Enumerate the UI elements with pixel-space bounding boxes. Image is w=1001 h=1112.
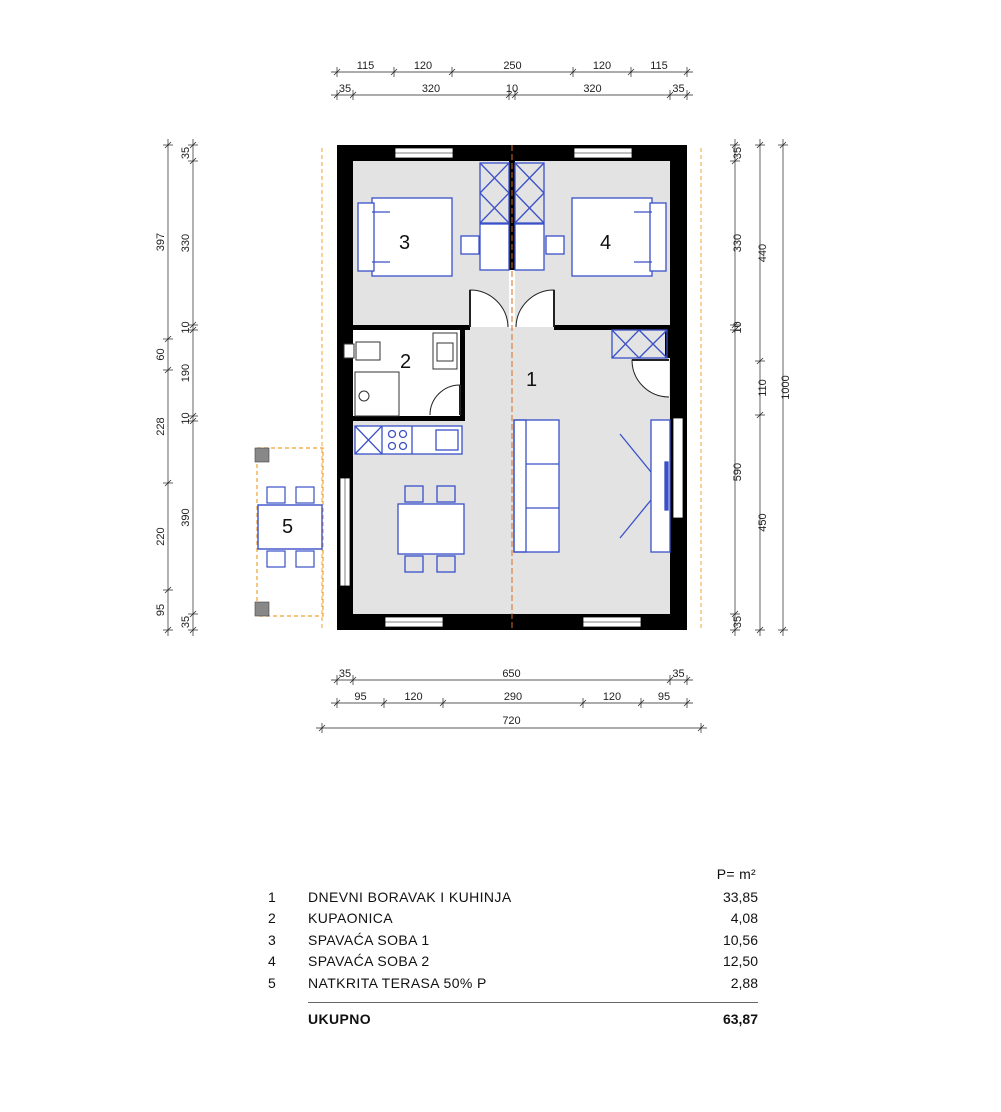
dimension-label: 115 <box>650 60 668 72</box>
legend-area: 4,08 <box>730 910 758 927</box>
room-label-2: 2 <box>400 351 412 373</box>
legend-total-value: 63,87 <box>722 1010 758 1027</box>
legend-area: 10,56 <box>722 931 758 948</box>
dimension-label: 320 <box>583 83 602 95</box>
toilet <box>356 342 380 360</box>
legend-name: KUPAONICA <box>308 910 394 927</box>
dimension-label: 120 <box>592 60 612 72</box>
legend-num: 4 <box>268 953 276 970</box>
dimension-label: 290 <box>503 691 523 703</box>
dimension-label: 60 <box>155 348 167 361</box>
legend-rows <box>268 886 758 994</box>
legend-row <box>268 929 758 951</box>
dimension-label: 35 <box>180 146 192 160</box>
bed-3-pillow <box>358 203 374 271</box>
dimension-label: 440 <box>757 243 769 263</box>
dimension-label: 330 <box>180 233 192 253</box>
dimension-label: 320 <box>421 83 441 95</box>
dimension-label: 10 <box>180 412 192 425</box>
terrace-post-top <box>255 448 269 462</box>
wall-bath-bottom <box>353 416 465 421</box>
wall-bedroom-bottom-left <box>353 325 470 330</box>
dimension-label: 35 <box>672 83 685 95</box>
bath-sink-inner <box>437 343 453 361</box>
dimension-label: 35 <box>732 615 744 629</box>
room-label-1: 1 <box>526 369 538 391</box>
dimension-label: 1000 <box>780 375 792 400</box>
wall-bedroom-bottom-right <box>554 325 670 330</box>
legend-unit: P= m² <box>716 866 756 882</box>
dimension-label: 450 <box>757 513 769 532</box>
bed-3 <box>372 198 452 276</box>
wall-right <box>670 145 687 630</box>
dimension-label: 10 <box>180 321 192 334</box>
dimension-label: 35 <box>732 146 744 160</box>
dimension-label: 10 <box>505 83 519 95</box>
legend-area: 2,88 <box>730 974 758 991</box>
dimension-label: 250 <box>503 60 522 72</box>
legend-total-label: UKUPNO <box>308 1010 372 1027</box>
chair-left <box>461 236 479 254</box>
dimension-label: 220 <box>155 527 167 546</box>
dimension-label: 115 <box>356 60 375 72</box>
legend-area: 12,50 <box>722 953 758 970</box>
dimension-label: 95 <box>354 691 367 703</box>
wall-bath-right-top <box>460 330 465 378</box>
terrace-chair <box>296 487 314 503</box>
legend-row <box>268 886 758 908</box>
dimension-label: 35 <box>180 615 192 629</box>
dimension-label: 95 <box>657 691 671 703</box>
dimension-label: 35 <box>338 83 352 95</box>
area-legend <box>268 866 758 1027</box>
dimension-label: 120 <box>413 60 433 72</box>
legend-num: 5 <box>268 974 276 991</box>
dimension-label: 10 <box>732 321 744 334</box>
legend-name: DNEVNI BORAVAK I KUHINJA <box>308 888 512 905</box>
legend-num: 3 <box>268 931 276 948</box>
legend-area: 33,85 <box>722 888 758 905</box>
desk-left <box>480 224 509 270</box>
room-label-5: 5 <box>282 516 294 538</box>
toilet-tank <box>344 344 354 358</box>
legend-name: SPAVAĆA SOBA 2 <box>308 953 430 970</box>
legend-divider <box>308 1002 758 1003</box>
terrace-chair <box>267 551 285 567</box>
desk-right <box>515 224 544 270</box>
dimension-label: 120 <box>404 691 423 703</box>
dining-table <box>398 504 464 554</box>
dimension-label: 650 <box>502 668 521 680</box>
dimension-label: 190 <box>180 363 192 383</box>
legend-total-row <box>268 1011 758 1027</box>
bed-4 <box>572 198 652 276</box>
dimension-label: 35 <box>672 668 685 680</box>
dimension-label: 397 <box>155 232 167 252</box>
terrace-chair <box>296 551 314 567</box>
room-label-3: 3 <box>399 232 411 254</box>
dimension-label: 590 <box>732 462 744 482</box>
sofa <box>514 420 559 552</box>
dimension-label: 35 <box>338 668 352 680</box>
dimension-label: 228 <box>155 417 167 436</box>
legend-row <box>268 972 758 994</box>
tv <box>665 462 668 510</box>
dimension-label: 720 <box>502 715 521 727</box>
bed-4-pillow <box>650 203 666 271</box>
shower-drain <box>359 391 369 401</box>
dimension-label: 390 <box>180 508 192 527</box>
window-right-slot <box>673 418 683 518</box>
dimension-label: 330 <box>732 233 744 253</box>
dimension-label: 110 <box>757 379 769 397</box>
legend-num: 2 <box>268 910 276 927</box>
dimension-label: 95 <box>155 603 167 617</box>
legend-num: 1 <box>268 888 276 905</box>
chair-right <box>546 236 564 254</box>
room-label-4: 4 <box>600 232 612 254</box>
legend-name: NATKRITA TERASA 50% P <box>308 974 487 991</box>
legend-name: SPAVAĆA SOBA 1 <box>308 931 430 948</box>
terrace-post-bottom <box>255 602 269 616</box>
terrace-chair <box>267 487 285 503</box>
legend-row <box>268 908 758 930</box>
legend-row <box>268 951 758 973</box>
dimension-label: 120 <box>602 691 622 703</box>
